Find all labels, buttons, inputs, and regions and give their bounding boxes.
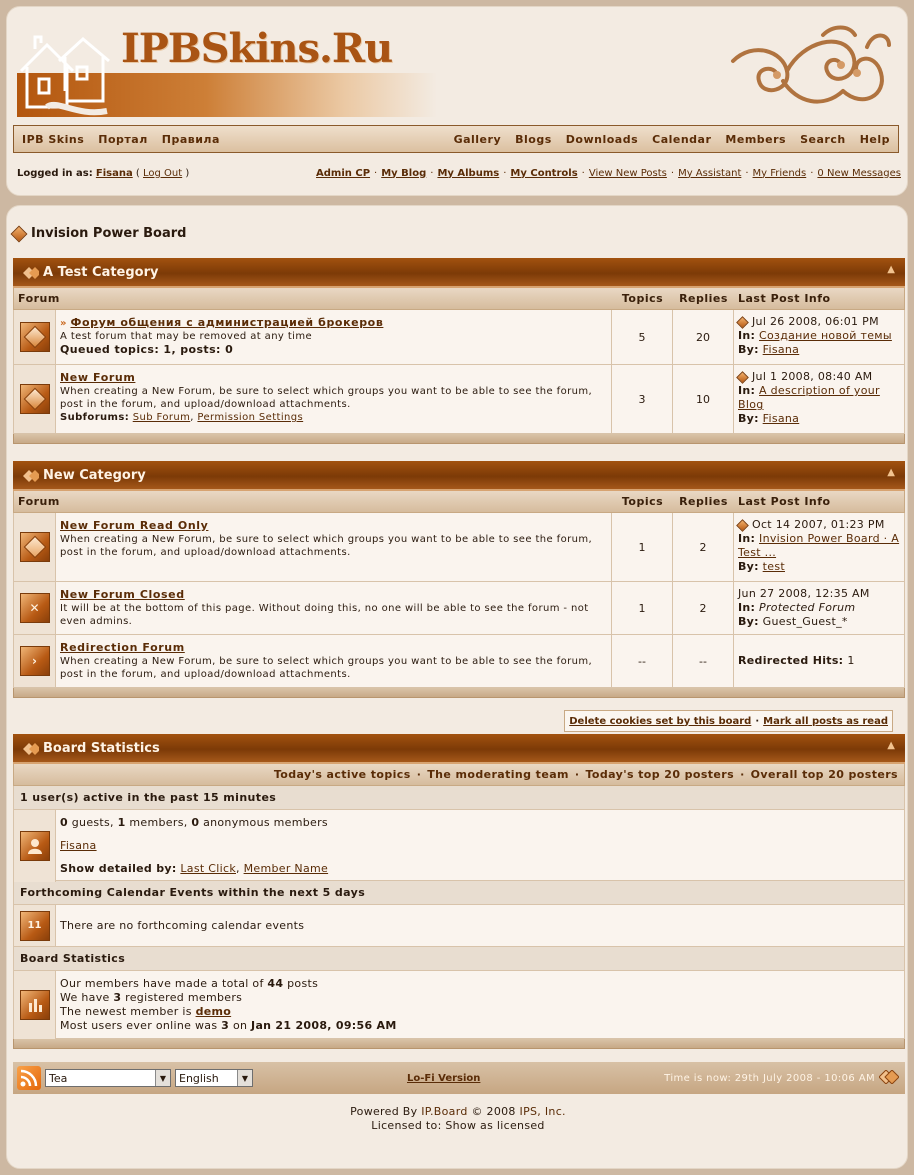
category-icon (23, 470, 39, 482)
collapse-icon[interactable]: ▲ (887, 264, 895, 275)
ornament-icon (723, 21, 893, 113)
last-post-user-link[interactable]: test (762, 560, 785, 573)
category-header (13, 461, 905, 491)
protected-forum-text: Protected Forum (759, 601, 856, 614)
reg-pre: We have (60, 991, 110, 1004)
tab-today-top-posters[interactable]: Today's top 20 posters (585, 768, 735, 781)
forum-description: When creating a New Forum, be sure to select which groups you want to be able to see the forum, post in the forum, and upload/download attachments. (60, 656, 593, 680)
by-label: By: (738, 615, 759, 628)
last-post-topic-link[interactable]: Invision Power Board · A Test ... (738, 532, 900, 559)
delete-cookies-link[interactable]: Delete cookies set by this board (569, 715, 752, 727)
tab-active-topics[interactable]: Today's active topics (273, 768, 411, 781)
members-label: members, (129, 816, 188, 829)
language-select[interactable] (175, 1069, 253, 1087)
calendar-text: There are no forthcoming calendar events (60, 918, 305, 932)
replies-count: -- (673, 635, 734, 687)
board-actions (564, 710, 893, 732)
back-to-top-icon[interactable] (879, 1070, 899, 1084)
forum-row (13, 513, 905, 582)
last-post-date: Jul 26 2008, 06:01 PM (752, 315, 879, 328)
nav-downloads[interactable]: Downloads (565, 132, 639, 146)
forum-row: New Forum When creating a New Forum, be sure to select which groups you want to be able to see the forum, post in the forum, and upload/download attachments. Subforums: Sub Forum, Permission Settings 3 10 Jul 1 2008, 08:40 AM In: A description of your Blog By: Fisana (13, 365, 905, 434)
category-title[interactable]: New Category (43, 467, 146, 483)
col-forum: Forum (18, 495, 60, 508)
forum-description: A test forum that may be removed at any time (60, 331, 313, 342)
lofi-link[interactable]: Lo-Fi Version (407, 1072, 481, 1084)
col-topics: Topics (621, 495, 664, 508)
last-post-date: Oct 14 2007, 01:23 PM (752, 518, 885, 531)
replies-count: 10 (673, 365, 734, 433)
nav-calendar[interactable]: Calendar (652, 132, 712, 146)
column-headers (13, 491, 905, 513)
anon-count: 0 (191, 816, 200, 829)
topics-count: 3 (612, 365, 673, 433)
col-last-post: Last Post Info (738, 292, 831, 305)
sort-last-click-link[interactable]: Last Click (180, 862, 236, 875)
username-link[interactable]: Fisana (95, 167, 133, 179)
in-label: In: (738, 532, 756, 545)
site-logo[interactable] (17, 21, 437, 117)
col-forum: Forum (18, 292, 60, 305)
forum-description: When creating a New Forum, be sure to select which groups you want to be able to see the forum, post in the forum, and upload/download attachments. (60, 386, 593, 410)
category-new (13, 461, 905, 698)
stats-footer (13, 1039, 905, 1049)
anon-label: anonymous members (203, 816, 328, 829)
last-post-topic-link[interactable]: A description of your Blog (738, 384, 880, 411)
logged-in-label: Logged in as: (17, 167, 93, 179)
collapse-icon[interactable]: ▲ (887, 467, 895, 478)
footer (7, 1105, 909, 1133)
admin-cp-link[interactable]: Admin CP (316, 167, 371, 179)
bottom-bar (13, 1062, 905, 1094)
header (6, 6, 908, 196)
topics-count: 1 (612, 513, 673, 581)
queued-topics: Queued topics: 1, posts: 0 (60, 343, 234, 356)
redirect-forum-icon[interactable]: › (20, 646, 50, 676)
forum-name-link[interactable]: New Forum (60, 371, 136, 384)
top-navbar (13, 125, 899, 153)
registered-count: 3 (113, 991, 122, 1004)
nav-gallery[interactable]: Gallery (453, 132, 502, 146)
by-label: By: (738, 560, 759, 573)
stats-title: Board Statistics (43, 740, 160, 756)
topics-count: 5 (612, 310, 673, 364)
logo-text: IPBSkins.Ru (121, 25, 393, 72)
tab-moderating-team[interactable]: The moderating team (427, 768, 569, 781)
my-friends-link[interactable]: My Friends (752, 167, 807, 179)
nav-portal[interactable]: Портал (98, 132, 148, 146)
skin-select-value: Tea (49, 1071, 68, 1085)
by-label: By: (738, 412, 759, 425)
category-footer (13, 688, 905, 698)
calendar-icon: 11 (20, 911, 50, 941)
newest-member-link[interactable]: demo (195, 1005, 232, 1018)
guests-count: 0 (60, 816, 68, 829)
forum-row (13, 635, 905, 688)
skin-select[interactable] (45, 1069, 171, 1087)
subforum-link[interactable]: Sub Forum (132, 412, 191, 423)
newest-pre: The newest member is (60, 1005, 192, 1018)
logout-link[interactable]: Log Out (143, 167, 183, 179)
stats-bar-icon (20, 990, 50, 1020)
new-messages-link[interactable]: 0 New Messages (817, 167, 901, 179)
category-title[interactable]: A Test Category (43, 264, 159, 280)
posts-pre: Our members have made a total of (60, 977, 264, 990)
active-users-heading[interactable]: 1 user(s) active in the past 15 minutes (13, 786, 905, 810)
forum-new-posts-icon[interactable] (20, 384, 50, 414)
active-users-row: 0 guests, 1 members, 0 anonymous members Fisana Show detailed by: Last Click, Member Name (13, 810, 905, 881)
subforum-link[interactable]: Permission Settings (197, 412, 304, 423)
my-controls-link[interactable]: My Controls (510, 167, 578, 179)
breadcrumb-icon (11, 225, 28, 242)
guests-label: guests, (71, 816, 114, 829)
read-only-forum-icon[interactable] (20, 532, 50, 562)
forum-description: It will be at the bottom of this page. Without doing this, no one will be able to see the forum - not even admins. (60, 603, 589, 627)
forum-name-link[interactable]: New Forum Closed (60, 588, 185, 601)
nav-ipb-skins[interactable]: IPB Skins (22, 132, 85, 146)
col-replies: Replies (679, 292, 728, 305)
most-mid: on (232, 1019, 248, 1032)
rss-icon[interactable] (17, 1066, 41, 1090)
stats-header (13, 734, 905, 764)
houses-icon (17, 21, 117, 117)
ips-link[interactable]: IPS, Inc. (519, 1105, 566, 1118)
active-user-link[interactable]: Fisana (60, 839, 97, 852)
column-headers (13, 288, 905, 310)
current-time: Time is now: 29th July 2008 - 10:06 AM (664, 1072, 875, 1084)
copyright-year: © 2008 (471, 1105, 516, 1118)
stats-header-icon (23, 743, 39, 755)
category-footer (13, 434, 905, 444)
forum-row (13, 582, 905, 635)
reg-post: registered members (125, 991, 243, 1004)
in-label: In: (738, 329, 756, 342)
nav-members[interactable]: Members (725, 132, 787, 146)
license-text: Licensed to: Show as licensed (371, 1119, 545, 1132)
category-icon (23, 267, 39, 279)
forum-name-link[interactable]: Форум общения с администрацией брокеров (70, 316, 384, 329)
topics-count: 1 (612, 582, 673, 634)
board-statistics (13, 734, 905, 1049)
board-stats-heading: Board Statistics (13, 947, 905, 971)
last-post-user-link[interactable]: Fisana (762, 412, 800, 425)
actions-separator: · (755, 715, 760, 727)
most-pre: Most users ever online was (60, 1019, 218, 1032)
last-post-topic-link[interactable]: Создание новой темы (759, 329, 892, 342)
posts-post: posts (287, 977, 319, 990)
collapse-icon[interactable]: ▲ (887, 740, 895, 751)
my-albums-link[interactable]: My Albums (437, 167, 500, 179)
forum-name-link[interactable]: Redirection Forum (60, 641, 185, 654)
col-replies: Replies (679, 495, 728, 508)
in-label: In: (738, 384, 756, 397)
breadcrumb-title[interactable]: Invision Power Board (31, 226, 187, 241)
user-bar: Logged in as: Fisana ( Log Out ) Admin CP · My Blog · My Albums · My Controls · View New Posts · My Assistant · My Friends · 0 New Messages (17, 167, 901, 179)
redirect-hits: 1 (847, 654, 855, 667)
redirect-label: Redirected Hits: (738, 654, 844, 667)
calendar-row (13, 905, 905, 947)
forum-row (13, 310, 905, 365)
main-content (6, 205, 908, 1169)
forum-description: When creating a New Forum, be sure to select which groups you want to be able to see the forum, post in the forum, and upload/download attachments. (60, 534, 593, 558)
col-last-post: Last Post Info (738, 495, 831, 508)
posts-count: 44 (267, 977, 284, 990)
board-stats-row (13, 971, 905, 1039)
view-new-posts-link[interactable]: View New Posts (588, 167, 667, 179)
calendar-heading: Forthcoming Calendar Events within the next 5 days (13, 881, 905, 905)
nav-blogs[interactable]: Blogs (515, 132, 552, 146)
replies-count: 20 (673, 310, 734, 364)
replies-count: 2 (673, 513, 734, 581)
stats-tabs: Today's active topics · The moderating team · Today's top 20 posters · Overall top 20 posters (13, 764, 905, 786)
language-select-value: English (179, 1071, 219, 1085)
in-label: In: (738, 601, 756, 614)
category-header (13, 258, 905, 288)
most-count: 3 (221, 1019, 230, 1032)
nav-help[interactable]: Help (859, 132, 890, 146)
detail-label: Show detailed by: (60, 862, 177, 875)
redirect-arrows-icon: » (60, 318, 67, 329)
last-post-date: Jul 1 2008, 08:40 AM (752, 370, 873, 383)
ipboard-link[interactable]: IP.Board (421, 1105, 468, 1118)
last-post-icon[interactable] (736, 519, 749, 532)
chevron-down-icon: ▼ (155, 1070, 170, 1086)
last-post-icon[interactable] (736, 371, 749, 384)
most-date: Jan 21 2008, 09:56 AM (251, 1019, 397, 1032)
my-blog-link[interactable]: My Blog (381, 167, 427, 179)
last-post-user: Guest_Guest_* (762, 615, 848, 628)
last-post-icon[interactable] (736, 316, 749, 329)
by-label: By: (738, 343, 759, 356)
my-assistant-link[interactable]: My Assistant (678, 167, 742, 179)
tab-overall-top-posters[interactable]: Overall top 20 posters (750, 768, 898, 781)
forum-name-link[interactable]: New Forum Read Only (60, 519, 209, 532)
forum-new-posts-icon[interactable] (20, 322, 50, 352)
breadcrumb (13, 226, 186, 241)
user-icon (20, 831, 50, 861)
replies-count: 2 (673, 582, 734, 634)
closed-forum-icon[interactable]: ✕ (20, 593, 50, 623)
last-post-date: Jun 27 2008, 12:35 AM (738, 587, 870, 600)
subforums-label: Subforums: (60, 412, 130, 423)
topics-count: -- (612, 635, 673, 687)
sort-member-name-link[interactable]: Member Name (243, 862, 329, 875)
members-count: 1 (117, 816, 126, 829)
col-topics: Topics (621, 292, 664, 305)
nav-rules[interactable]: Правила (161, 132, 220, 146)
last-post-user-link[interactable]: Fisana (762, 343, 800, 356)
powered-by-label: Powered By (350, 1105, 418, 1118)
mark-all-read-link[interactable]: Mark all posts as read (763, 715, 888, 727)
chevron-down-icon: ▼ (237, 1070, 252, 1086)
nav-search[interactable]: Search (800, 132, 846, 146)
paren-close: ) (185, 167, 190, 179)
category-a-test (13, 258, 905, 444)
paren-open: ( (135, 167, 140, 179)
